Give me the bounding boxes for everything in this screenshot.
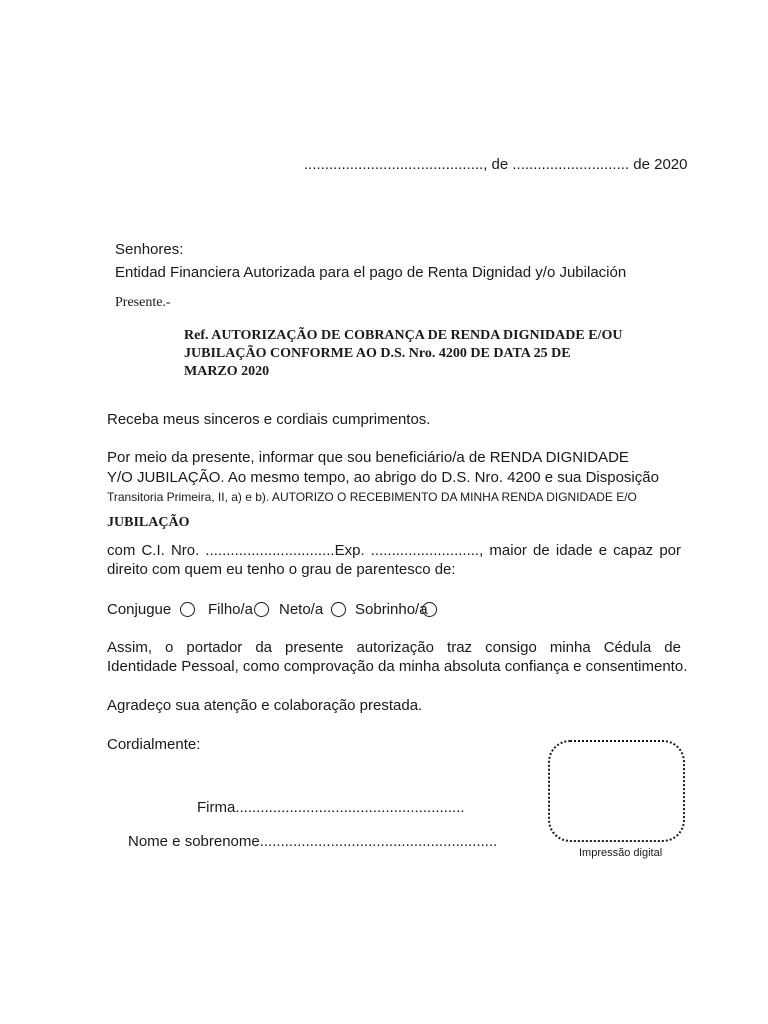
ci-line (107, 542, 681, 559)
ci-word: C.I. (141, 542, 165, 559)
reference-line-2: JUBILAÇÃO CONFORME AO D.S. Nro. 4200 DE DATA 25 DE (184, 346, 571, 361)
radio-conjugue[interactable] (180, 602, 195, 617)
body-line-1: Por meio da presente, informar que sou beneficiário/a de RENDA DIGNIDADE (107, 449, 629, 466)
ci-word: .........................., (370, 542, 484, 559)
closing: Cordialmente: (107, 736, 201, 753)
greeting: Receba meus sinceros e cordiais cumprimentos. (107, 411, 431, 428)
ci-word: de (533, 542, 550, 559)
kinship-label-conjugue: Conjugue (107, 601, 172, 618)
bearer-word: da (255, 639, 272, 656)
radio-neto[interactable] (331, 602, 346, 617)
signature-nome[interactable]: Nome e sobrenome......................................................... (128, 833, 498, 850)
entity-name: Entidad Financiera Autorizada para el pago de Renta Dignidad y/o Jubilación (115, 264, 627, 281)
bearer-word: presente (285, 639, 344, 656)
bearer-word: autorização (356, 639, 434, 656)
presente: Presente.- (115, 295, 171, 310)
ci-word: Nro. (170, 542, 200, 559)
ci-word: capaz (613, 542, 654, 559)
bearer-word: traz (447, 639, 473, 656)
bearer-word: de (664, 639, 681, 656)
radio-sobrinho[interactable] (422, 602, 437, 617)
reference-line-1: Ref. AUTORIZAÇÃO DE COBRANÇA DE RENDA DIGNIDADE E/OU (184, 328, 623, 343)
body-line-2: Y/O JUBILAÇÃO. Ao mesmo tempo, ao abrigo do D.S. Nro. 4200 e sua Disposição (107, 469, 659, 486)
bearer-word: Cédula (603, 639, 652, 656)
kinship-label-sobrinho: Sobrinho/a (355, 601, 428, 618)
fingerprint-label: Impressão digital (579, 847, 663, 859)
ci-word: por (659, 542, 681, 559)
bearer-line-2: Identidade Pessoal, como comprovação da minha absoluta confiança e consentimento. (107, 658, 688, 675)
bearer-word: portador (186, 639, 243, 656)
body-line-4: JUBILAÇÃO (107, 515, 190, 530)
thanks: Agradeço sua atenção e colaboração prestada. (107, 697, 423, 714)
bearer-word: minha (549, 639, 591, 656)
bearer-word: o (165, 639, 174, 656)
kinship-label-filho: Filho/a (208, 601, 254, 618)
kinship-label-neto: Neto/a (279, 601, 324, 618)
fingerprint-box (548, 740, 685, 842)
date-line: ..........................................., de ............................ de 2020 (304, 156, 688, 173)
bearer-word: Assim, (107, 639, 152, 656)
ci-word: e (598, 542, 608, 559)
ci-word: maior (489, 542, 527, 559)
ci-word: idade (555, 542, 593, 559)
signature-firma[interactable]: Firma....................................................... (197, 799, 465, 816)
reference-line-3: MARZO 2020 (184, 364, 270, 379)
radio-filho[interactable] (254, 602, 269, 617)
salutation: Senhores: (115, 241, 184, 258)
ci-line-2: direito com quem eu tenho o grau de parentesco de: (107, 561, 456, 578)
ci-word: com (107, 542, 136, 559)
bearer-word: consigo (485, 639, 537, 656)
bearer-line-1 (107, 639, 681, 656)
body-line-3: Transitoria Primeira, II, a) e b). AUTORIZO O RECEBIMENTO DA MINHA RENDA DIGNIDADE E/O (107, 490, 637, 504)
ci-word: ...............................Exp. (205, 542, 365, 559)
